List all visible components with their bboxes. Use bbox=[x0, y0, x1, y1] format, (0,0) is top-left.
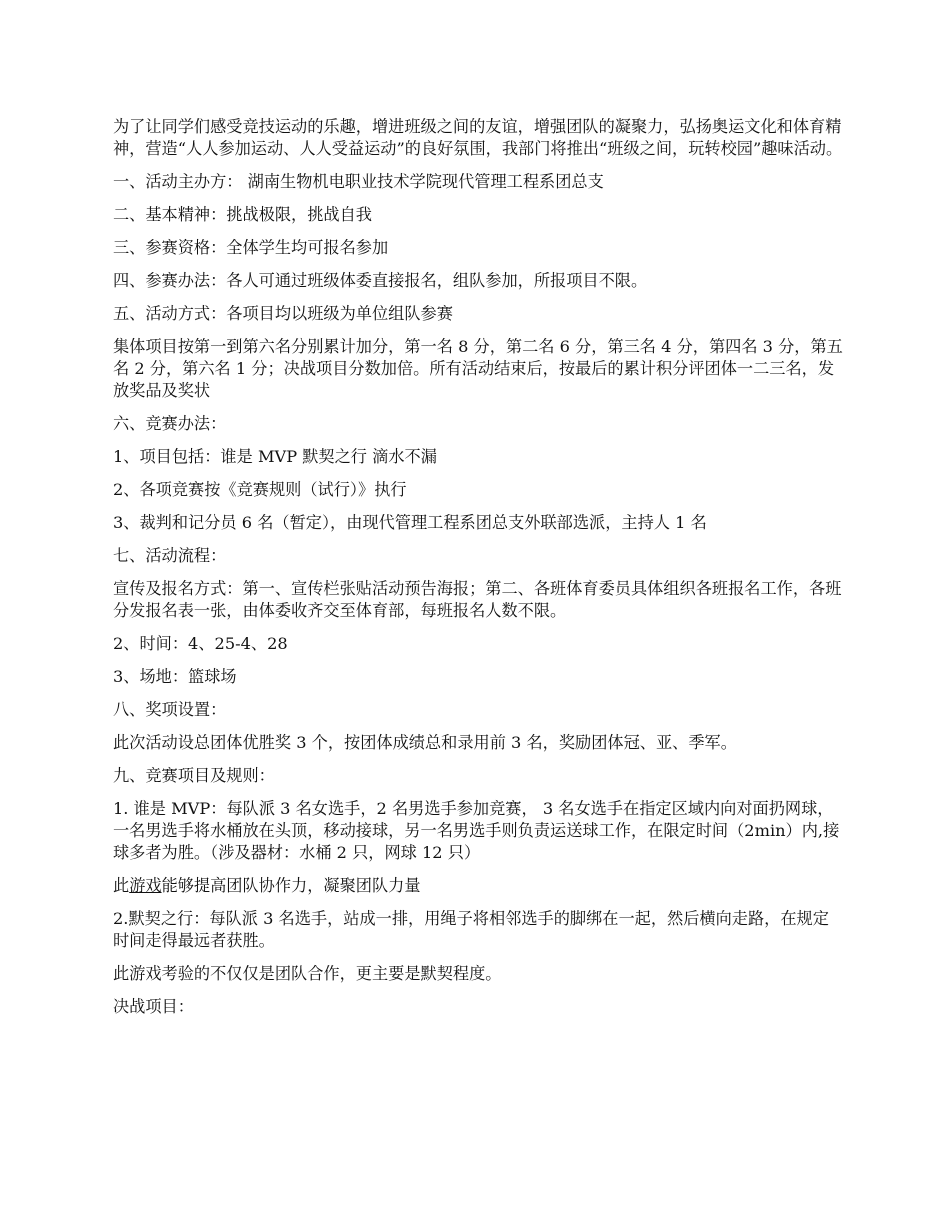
awards-heading: 八、奖项设置： bbox=[113, 700, 227, 719]
process-heading: 七、活动流程： bbox=[113, 546, 227, 565]
spirit-line: 二、基本精神：挑战极限，挑战自我 bbox=[113, 205, 372, 224]
game-note-suffix: 能够提高团队协作力，凝聚团队力量 bbox=[161, 876, 421, 895]
publicity-paragraph: 宣传及报名方式：第一、宣传栏张贴活动预告海报；第二、各班体育委员具体组织各班报名工作，各班分发报名表一张，由体委收齐交至体育部，每班报名人数不限。 bbox=[113, 579, 842, 620]
events-list-line: 1、项目包括：谁是 MVP 默契之行 滴水不漏 bbox=[113, 447, 437, 466]
scoring-paragraph: 集体项目按第一到第六名分别累计加分，第一名 8 分，第二名 6 分，第三名 4 分，第四名 3 分，第五名 2 分，第六名 1 分；决战项目分数加倍。所有活动结束后，按最后的累计积分评团体一二三名，发放奖品及奖状 bbox=[113, 337, 843, 400]
time-line: 2、时间：4、25-4、28 bbox=[113, 634, 288, 653]
eligibility-line: 三、参赛资格：全体学生均可报名参加 bbox=[113, 238, 389, 257]
venue-line: 3、场地：篮球场 bbox=[113, 667, 237, 686]
final-events-heading: 决战项目： bbox=[113, 997, 194, 1016]
game-note-line bbox=[113, 875, 843, 897]
document-body bbox=[113, 116, 843, 1029]
rules-line: 2、各项竞赛按《竞赛规则（试行）》执行 bbox=[113, 480, 407, 499]
organizer-line: 一、活动主办方： 湖南生物机电职业技术学院现代管理工程系团总支 bbox=[113, 172, 604, 191]
registration-method-line: 四、参赛办法：各人可通过班级体委直接报名，组队参加，所报项目不限。 bbox=[113, 271, 648, 290]
mvp-game-paragraph: 1. 谁是 MVP：每队派 3 名女选手，2 名男选手参加竞赛， 3 名女选手在指定区域内向对面扔网球，一名男选手将水桶放在头顶，移动接球，另一名男选手则负责运送球工作，在限定时间（2min）内,接球多者为胜。（涉及器材：水桶 2 只，网球 12 只） bbox=[113, 799, 840, 862]
tacit-walk-paragraph: 2.默契之行：每队派 3 名选手，站成一排，用绳子将相邻选手的脚绑在一起，然后横向走路，在规定时间走得最远者获胜。 bbox=[113, 909, 829, 950]
tacit-note-line: 此游戏考验的不仅仅是团队合作，更主要是默契程度。 bbox=[113, 964, 502, 983]
game-link[interactable]: 游戏 bbox=[129, 876, 162, 895]
events-rules-heading: 九、竞赛项目及规则： bbox=[113, 766, 275, 785]
intro-paragraph: 为了让同学们感受竞技运动的乐趣，增进班级之间的友谊，增强团队的凝聚力，弘扬奥运文化和体育精神，营造“人人参加运动、人人受益运动”的良好氛围，我部门将推出“班级之间，玩转校园”趣味活动。 bbox=[113, 117, 843, 158]
referee-line: 3、裁判和记分员 6 名（暂定），由现代管理工程系团总支外联部选派，主持人 1 名 bbox=[113, 513, 707, 532]
awards-paragraph: 此次活动设总团体优胜奖 3 个，按团体成绩总和录用前 3 名，奖励团体冠、亚、季军。 bbox=[113, 733, 737, 752]
game-note-prefix: 此 bbox=[113, 876, 130, 895]
activity-format-line: 五、活动方式：各项目均以班级为单位组队参赛 bbox=[113, 304, 453, 323]
competition-method-heading: 六、竞赛办法： bbox=[113, 414, 227, 433]
